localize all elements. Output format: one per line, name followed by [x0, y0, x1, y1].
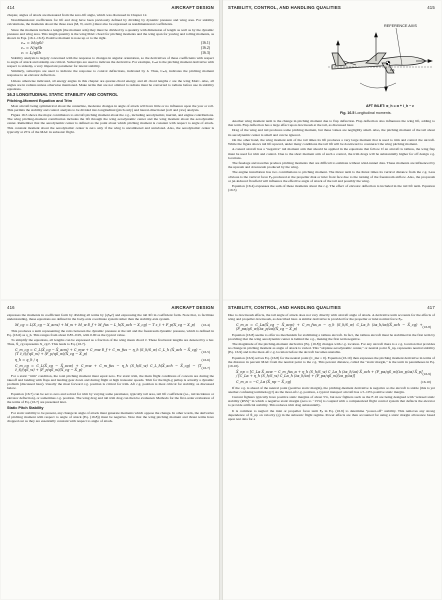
equation-number: (16.3): [200, 51, 210, 56]
cg-label: c.g.: [390, 68, 396, 72]
longitudinal-moments-figure: [326, 13, 434, 109]
paragraph: To simplify the equations, all lengths can be expressed as a fraction of the wing mean chord c̄. These fractional lengths are denoted by a bar. Thus, X̄_cg represents X_cg/c̄. This leads to Eq. (16.7).: [7, 337, 214, 347]
equation-text: cₙ = N/qSb: [21, 45, 43, 51]
reference-axis-label: REFERENCE AXIS: [384, 24, 417, 28]
paragraph: Due to downwash effects, the tail angle of attack does not vary directly with aircraft angle of attack. A derivative term accounts for the effects of wing and propeller downwash, as described later. A similar derivative is provided for the propeller or inlet normal force Fₚ.: [228, 313, 435, 322]
page-body: [7, 13, 214, 135]
equation: [7, 323, 214, 327]
equation: [7, 348, 214, 357]
paragraph: Since the moments include a length (the moment arm) they must be divided by a quantity with dimension of length as well as by the dynamic pressure and wing area. This length quantity is the wing MAC chord for pitching moments and the wing span for yawing and rolling moments, as shown in Eqs. (16.1–16.3). Positive moment is nose up or to the right.: [7, 27, 214, 41]
paragraph: The engine installation has two contributions to pitching moment. The thrust term is the thrust times its vertical distance from the c.g. Less obvious is the vertical force Fₚ produced at the propeller disk or inlet front face due to the turning of the freestream airflow. Also, the propwash or jet-induced flowfield will influence the effective angle of attack of the tail and possibly the wing.: [228, 170, 435, 183]
figure-title: Longitudinal moments.: [355, 111, 392, 115]
page-body: [228, 119, 435, 193]
equation: [228, 323, 435, 332]
subheading: Static Pitch Stability: [7, 405, 44, 410]
page-415: [222, 1, 441, 299]
book-gutter: [219, 300, 223, 600]
equation-number: (16.9): [422, 371, 431, 376]
chapter-title: STABILITY, CONTROL, AND HANDLING QUALITIES: [228, 305, 341, 310]
bottom-page-spread: [0, 300, 442, 600]
paragraph: chapter, angles of attack are measured from the zero-lift angle, which was discussed in Chapter 12.: [7, 13, 148, 17]
paragraph: It is common to neglect the inlet or propeller force term Fₚ in Eq. (16.9) to determine "power-off" stability. This removes any strong dependence of X̄_np on velocity (q) in the subsonic flight regime. Power effects are then accounted for using a static margin allowance based upon test data for a: [228, 408, 435, 421]
paragraph: expresses the moments in coefficient form by dividing all terms by (qSₚc̄) and expressing the tail lift in coefficient form. Note that, to facilitate understanding, these equations are defined in the body-axis coordinate system rather than the stability-axis system.: [7, 313, 214, 322]
aft-inlet-label: AFT INLET: α_h = α + i_h − ε: [366, 104, 414, 108]
book-gutter: [219, 0, 223, 300]
paragraph: Most aircraft being symmetrical about the centerline, moderate changes in angle of attack will have little or no influence upon the yaw or roll. This permits the stability and control analysis to be divided into longitudinal (pitch only) and lateral-directional (roll and yaw) analysis.: [7, 103, 214, 112]
equation-number: (16.5): [201, 349, 210, 354]
paragraph: A canard aircraft has a "negative" tail moment arm that should be applied in the equations that follow. If an aircraft is tailless, the wing flap must be used for trim and control. Due to the short moment arm of such a control, the trim drags will be substantially higher for off design c.g. locations.: [228, 147, 435, 160]
page-416: [1, 301, 220, 599]
paragraph: For a static "trim" condition, the total pitching moment must equal zero. For static trim, the main flight conditions of concern are during the takeoff and landing with flaps and landing gear down and during flight at high transonic speeds. Trim for the high-g pullup is actually a dynamic problem (discussed later). Usually the most forward c.g. position is critical for trim. Aft c.g. position is most critical for stability, as discussed below.: [7, 374, 214, 391]
page-417: [222, 301, 441, 599]
equation-text: cₗ = L/qSb: [21, 50, 41, 56]
page-number: 415: [427, 5, 435, 10]
page-number: 417: [427, 305, 435, 310]
paragraph: Stability analysis is largely concerned with the response to changes in angular orientation, so the derivatives of these coefficients with respect to angle of attack and sideslip are critical. Subscripts are used to indicate the derivative. For example, Cₘα is the pitching moment derivative with respect to sideslip, a very important parameter for lateral stability.: [7, 55, 214, 68]
running-head: [228, 4, 435, 11]
paragraph: Another wing moment term is the change in pitching moment due to flap deflection. Flap deflection also influences the wing lift, adding to that term. Flap deflection has a large effect upon downwash at the tail, as discussed later.: [228, 119, 435, 128]
paragraph: Current fighters typically have positive static margins of about 5%, but new fighters such as the F-16 are being designed with "relaxed static stability (RSS)" in which a negative static margin (zero to −15%) is coupled with a computerized flight control system that deflects the elevator to provide artificial stability. This reduces trim drag substantially.: [228, 395, 435, 408]
book-title: AIRCRAFT DESIGN: [171, 5, 214, 10]
equation-text: C_m_cg = C_L(X̄_cg − X̄_acw) + C_mw + C_m_fus − η_h (S_h/S_w) C_L_h(X̄_ach − X̄_cg) − (T z̄_t)/(qS_w) + (F_p/qS_w)(X̄_cg − X̄_p): [15, 363, 202, 373]
page-414: [1, 1, 220, 299]
equation-number: (16.4): [201, 322, 210, 327]
page-number: 414: [7, 5, 15, 10]
running-head: [7, 304, 214, 311]
figure-caption: [340, 111, 436, 115]
equation: [7, 364, 214, 373]
paragraph: Drag of the wing and tail produces some pitching moment, but these values are negligibly small. Also, the pitching moment of the tail about its aerodynamic center is small and can be ignored.: [228, 128, 435, 137]
equation: [228, 370, 435, 379]
equation-number: (16.2): [200, 46, 210, 51]
page-number: 416: [7, 305, 15, 310]
equation-text: cₘ = M/qSc̄: [21, 40, 44, 46]
book-title: AIRCRAFT DESIGN: [171, 305, 214, 310]
equation-text: C_m_α = C_Lα(X̄_cg − X̄_acw) + C_m_fus_α − η_h (S_h/S_w) C_Lα_h (∂α_h/∂α)(X̄_ach − X̄_cg) + (F_pα/qS_w)(∂α_p/∂α)(X̄_cg − X̄_p): [236, 322, 423, 331]
airplane-drawing: [332, 53, 426, 73]
chapter-title: STABILITY, CONTROL, AND HANDLING QUALITIES: [228, 5, 341, 10]
equation-number: (16.1): [200, 41, 210, 46]
equation-text: C_m_α = −C_Lα (X̄_np − X̄_cg): [236, 379, 292, 384]
paragraph: Similarly, subscripts are used to indicate the response to control deflections, indicated by δ. Thus, Cₘδₑ indicates the pitching moment response to an elevator deflection.: [7, 69, 214, 78]
equation-number: (16.6): [201, 357, 210, 362]
equation: [7, 358, 214, 362]
equation: [228, 380, 435, 384]
equation-text: η_h = q_h / q: [15, 357, 39, 362]
paragraph: On the other hand, the wing moment arm of the tail times its lift produces a very large moment that is used to trim and control the aircraft. While the figure shows tail lift upward, under many conditions the tail lift will be downward to counteract the wing pitching moment.: [228, 137, 435, 147]
paragraph: Equation (16.7) can be set to zero and solved for trim by varying some parameter, typically tail area, tail lift coefficient (i.e., tail incidence or elevator deflection), or sometimes c.g. position. The wing drag and tail trim drag can then be evaluated. Methods for the first-order evaluation of the terms of Eq. (16.7) are presented later.: [7, 391, 214, 404]
paragraph: The magnitude of the pitching-moment derivative [Eq. (16.8)] changes with c.g. location. For any aircraft there is a c.g. location that provides no change in pitching moment as angle of attack is varied. This "airplane aerodynamic center," or neutral point X̄_np, represents neutral stability (Eq. 16.9) and is the most-aft c.g. location before the aircraft becomes unstable.: [228, 342, 435, 355]
paragraph: Unless otherwise indicated, all energy angles in this chapter are quarter-chord energy, and all chord lengths c are the wing MAC. Also, all angles are in radians unless otherwise mentioned. Make terms that are not omitted to radians must be converted to radians before use in stability equations.: [7, 78, 214, 91]
equation-text: C_m_cg = C_L(X̄_cg − X̄_acw) + C_mw + C_mw δ_f + C_m_fus − η_h (S_h/S_w) C_L_h (X̄_ach − X̄_cg) − (T z̄_t)/(qS_w) + (F_p/qS_w)(X̄_cg − X̄_p): [15, 347, 202, 356]
paragraph: Equation (16.9) solves Eq. (16.8) for the neutral point (C_mα = 0). Equation (16.10) then expresses the pitching moment derivative in terms of the distance in percent MAC from the neutral point to the c.g. This percent distance, called the "static margin," is the term in parentheses in Eq. (16.10).: [228, 355, 435, 369]
running-head: [228, 304, 435, 311]
paragraph: If the c.g. is ahead of the neutral point (positive static margin), the pitching-moment derivative is negative so the aircraft is stable (this is yet another confusing terminology!) As the most-aft c.g. position, a typical transport aircraft has a 5–10% positive static margin.: [228, 385, 435, 394]
section-heading: 16.3 LONGITUDINAL STATIC STABILITY AND CONTROL: [7, 92, 118, 97]
running-head: [7, 4, 214, 11]
paragraph: Figure 16.5 shows the major contributors to aircraft pitching moment about the c.g., including aerodynamic, inertial, and engine contributions. The wing pitching-moment contribution includes the lift through the wing aerodynamic center and the wing moment about the aerodynamic center. Remember that the aerodynamic center is defined as the point about which pitching moment is constant with respect to angle of attack. This constant moment about the aerodynamic center is zero only if the wing is uncambered and untwisted. Also, the aerodynamic center is typically at 25% of the MAC in subsonic flight.: [7, 113, 214, 134]
equation-text: M_cg = L(X_cg − X_acw) + M_w + M_w δ_f + M_fus − L_h(X_ach − X_cg) − T z_t + F_p(X_cg − X_p): [15, 322, 196, 327]
paragraph: For static stability to be present, any change in angle of attack must generate moments which oppose the change. In other words, the derivative of pitching moment with respect to angle of attack (Eq. (16.8)) must be negative. Note that the wing pitching moment and thrust terms have dropped out as they are essentially constant with respect to angle of attack.: [7, 410, 214, 423]
page-body: [7, 313, 214, 424]
page-body: [228, 313, 435, 422]
equation-number: (16.10): [420, 379, 431, 384]
equation-number: (16.8): [422, 324, 431, 329]
equation-number: (16.7): [201, 366, 210, 370]
paragraph: Equation (16.8) seems to offer no mechanism for stabilizing a tailless aircraft. In fact, the tailless aircraft must be stabilized in the first term by providing that the wing aerodynamic center is behind the c.g., making the first term negative.: [228, 332, 435, 341]
paragraph: This produces a term representing the ratio between the dynamic pressure at the tail and the freestream dynamic pressure, which is defined in Eq. (16.6) as η_h. This ranges from about 0.85–0.95, with 0.90 as the typical value.: [7, 328, 214, 337]
paragraph: Equation (16.4) expresses the sum of these moments about the c.g. The effect of elevator deflection is included in the tail lift term. Equation (16.5): [228, 184, 435, 193]
figure-number: Fig. 16.5: [340, 111, 355, 115]
paragraph: Nondimensional coefficients for lift and drag have been previously defined by dividing by dynamic pressure and wing area. For stability calculations, the moments about the three axes (M, N, and L) must also be expressed as nondimensional coefficients.: [7, 18, 214, 27]
subheading: Pitching-Moment Equation and Trim: [7, 98, 72, 103]
equation-text: X̄_np = [C_Lα X̄_acw − C_m_fus_α + η_h (S_h/S_w) C_Lα_h (∂α_h/∂α) X̄_ach + (F_pα/qS_w)(∂α_p/∂α) X̄_p] / [C_Lα + η_h (S_h/S_w) C_Lα_h (∂α_h/∂α) + (F_pα/qS_w)(∂α_p/∂α)]: [236, 369, 423, 378]
paragraph: The fuselage and nacelles produce pitching moments that are difficult to estimate without wind-tunnel data. These moments are influenced by the upwash and downwash produced by the wing.: [228, 160, 435, 170]
